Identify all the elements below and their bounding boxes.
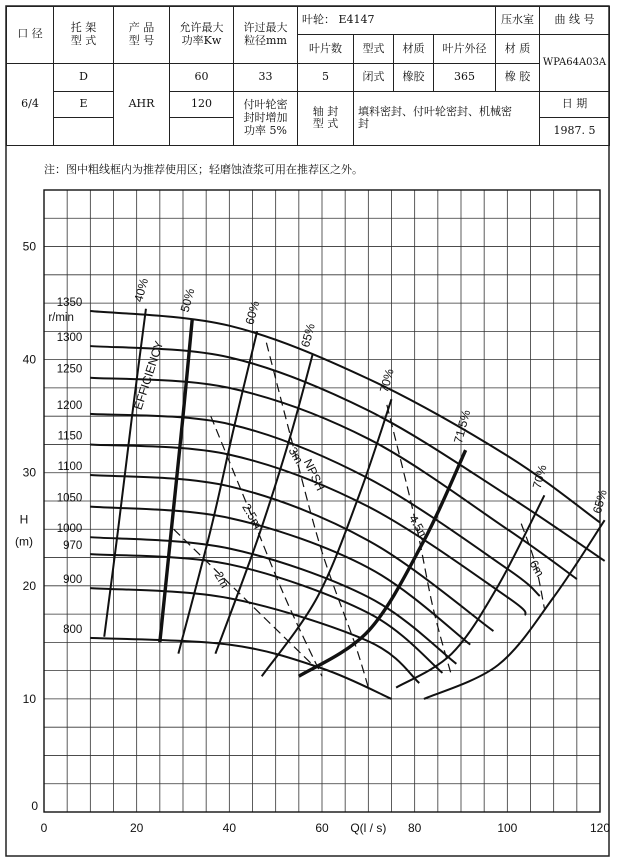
type-label: 型式	[354, 35, 394, 63]
bore-label: 口 径	[7, 7, 54, 64]
bore-value: 6/4	[7, 63, 54, 145]
speed-unit-label: r/min	[48, 312, 74, 325]
npsh-curve-label: 2m	[211, 569, 232, 591]
material-label: 材质	[394, 35, 434, 63]
model-value: AHR	[114, 63, 170, 145]
model-label: 产 品 型 号	[114, 7, 170, 64]
pressure-chamber-label: 压水室	[496, 7, 540, 35]
power-e: 120	[170, 91, 234, 117]
x-tick-label: 120	[589, 821, 611, 835]
y-axis-label: H	[19, 512, 29, 527]
shaft-seal-label: 轴 封 型 式	[298, 91, 354, 145]
material2-value: 橡 胶	[496, 63, 540, 91]
x-tick-label: 20	[129, 821, 144, 835]
speed-curve-line	[90, 588, 419, 683]
power-d: 60	[170, 63, 234, 91]
speed-label: 1150	[57, 430, 83, 443]
x-tick-label: 100	[497, 821, 518, 835]
diameter-value: 365	[434, 63, 496, 91]
efficiency-title-label: EFFICIENCY	[130, 339, 167, 412]
speed-label: 970	[63, 540, 83, 553]
curve-no-label: 曲 线 号	[540, 7, 610, 35]
sheet-border	[6, 6, 609, 856]
speed-curve-line	[90, 475, 493, 631]
y-tick-label: 40	[22, 352, 36, 367]
x-tick-label: 80	[407, 821, 422, 835]
impeller-code: E4147	[338, 13, 375, 27]
x-tick-label: 40	[222, 821, 237, 835]
type-value: 闭式	[354, 63, 394, 91]
speed-label: 1200	[56, 399, 83, 412]
speed-label: 1250	[56, 363, 83, 376]
speed-curve-line	[90, 638, 391, 699]
efficiency-curve-label: 40%	[131, 276, 152, 304]
y-tick-label: 20	[22, 578, 36, 593]
x-tick-label: 0	[40, 821, 48, 835]
y-tick-label: 10	[22, 691, 36, 706]
efficiency-curve-label: 65%	[298, 321, 318, 349]
shaft-seal-value: 填料密封、付叶轮密封、机械密 封	[354, 91, 540, 145]
y-zero-label: 0	[31, 799, 38, 813]
npsh-curve-label: 3m	[285, 444, 307, 467]
efficiency-curve-label: 50%	[177, 286, 198, 314]
power-label: 允许最大 功率Kw	[170, 7, 234, 64]
frame-label: 托 架 型 式	[54, 7, 114, 64]
npsh-curve-label: 4.5m	[406, 512, 432, 543]
blade-count-value: 5	[298, 63, 354, 91]
npsh-curve-label: 2.5m	[239, 501, 265, 532]
y-tick-label: 30	[22, 465, 36, 480]
speed-curves	[48, 297, 604, 699]
npsh-curve-line	[174, 529, 313, 665]
particle-label: 许过最大 粒径mm	[234, 7, 298, 64]
efficiency-curve-label: 70%	[376, 367, 397, 394]
date-value: 1987. 5	[540, 117, 610, 145]
blade-count-label: 叶片数	[298, 35, 354, 63]
material2-label: 材 质	[496, 35, 540, 63]
efficiency-curve-line	[178, 331, 257, 653]
particle-value: 33	[234, 63, 298, 91]
y-axis-label: (m)	[15, 534, 33, 549]
speed-label: 1050	[56, 492, 83, 505]
npsh-title-label: NPSH	[300, 456, 328, 493]
speed-label: 1300	[56, 332, 83, 345]
speed-label: 900	[63, 574, 83, 587]
chart-note: 注：图中粗线框内为推荐使用区；轻磨蚀渣浆可用在推荐区之外。	[44, 163, 363, 176]
speed-label: 1000	[56, 523, 83, 536]
curve-no: WPA64A03A	[540, 35, 610, 92]
frame-e: E	[54, 91, 114, 117]
efficiency-curve-line	[215, 354, 312, 654]
npsh-curve-label: 6m	[526, 557, 547, 580]
efficiency-curve-label: 60%	[242, 299, 263, 327]
speed-label: 1100	[57, 460, 83, 473]
diameter-label: 叶片外径	[434, 35, 496, 63]
power-note: 付叶轮密 封时增加 功率 5%	[234, 91, 298, 145]
date-label: 日 期	[540, 91, 610, 117]
y-tick-label: 50	[22, 239, 36, 254]
speed-curve-line	[90, 554, 442, 673]
x-axis-label: Q(l / s)	[350, 821, 387, 835]
efficiency-curve-label: 70%	[529, 463, 550, 491]
material-value: 橡胶	[394, 63, 434, 91]
frame-d: D	[54, 63, 114, 91]
x-tick-label: 60	[315, 821, 329, 835]
efficiency-curve-label: 71.5%	[451, 408, 474, 445]
speed-label: 1350	[56, 297, 83, 310]
efficiency-curve-label: 65%	[590, 488, 610, 516]
impeller-label: 叶轮：	[302, 13, 335, 27]
speed-label: 800	[63, 623, 83, 636]
